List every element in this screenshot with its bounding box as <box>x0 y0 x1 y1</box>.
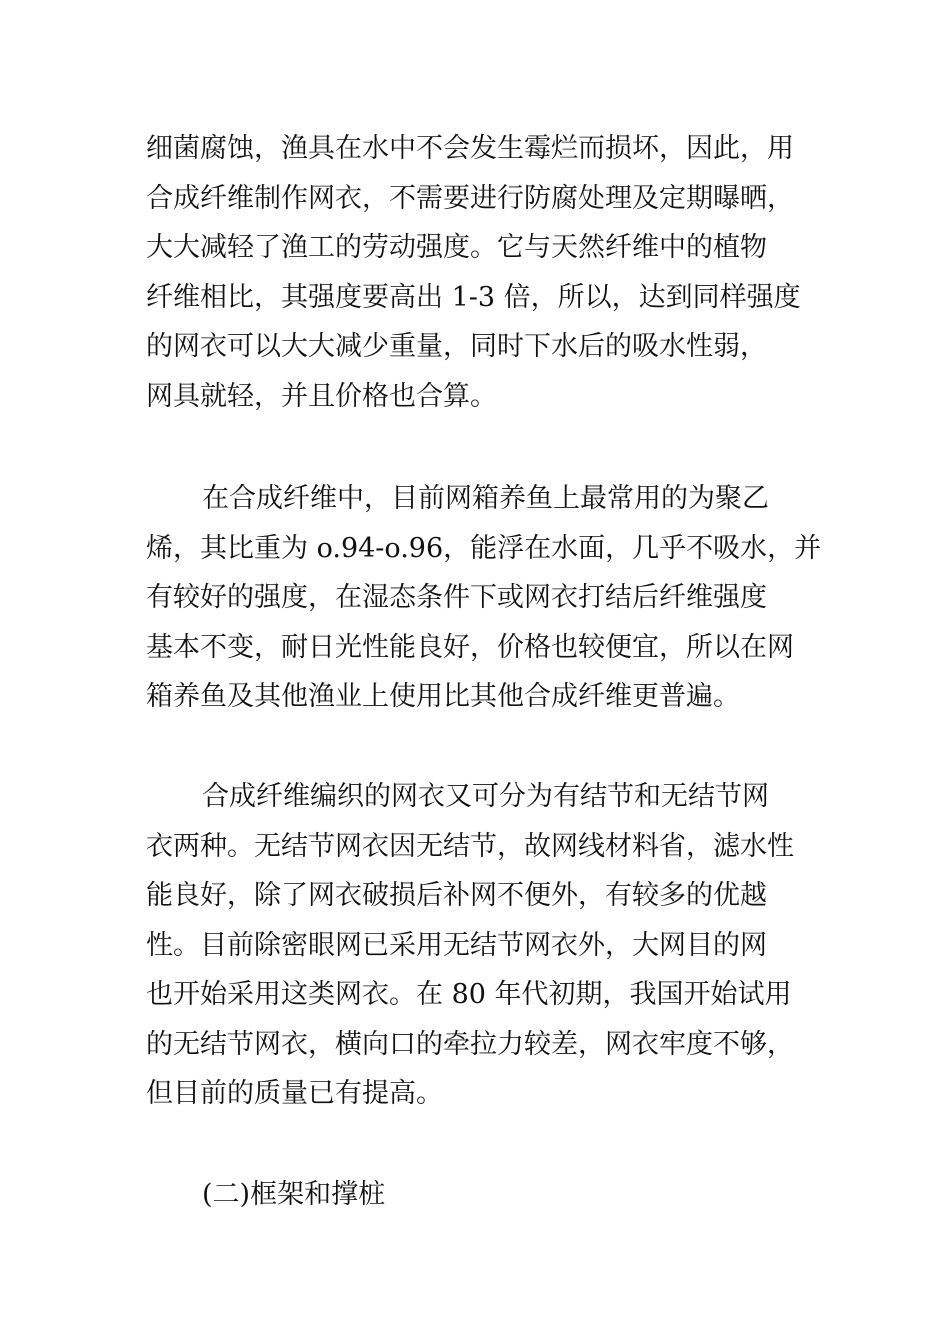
paragraph-1 <box>146 124 816 421</box>
section-heading <box>146 1170 816 1220</box>
paragraph-3 <box>146 772 816 1119</box>
paragraph-line: 能良好，除了网衣破损后补网不便外，有较多的优越 <box>146 880 767 911</box>
paragraph-line: 也开始采用这类网衣。在 80 年代初期，我国开始试用 <box>146 979 792 1010</box>
paragraph-line: 纤维相比，其强度要高出 1-3 倍，所以，达到同样强度 <box>146 281 801 313</box>
paragraph-line: 基本不变，耐日光性能良好，价格也较便宜，所以在网 <box>146 631 794 663</box>
paragraph-line: 网具就轻，并且价格也合算。 <box>146 380 497 412</box>
paragraph-2 <box>146 474 822 722</box>
paragraph-line: 合成纤维编织的网衣又可分为有结节和无结节网 <box>202 781 769 812</box>
paragraph-line: 细菌腐蚀，渔具在水中不会发生霉烂而损坏，因此，用 <box>146 133 794 164</box>
paragraph-line: 箱养鱼及其他渔业上使用比其他合成纤维更普遍。 <box>146 681 740 712</box>
paragraph-line: 的无结节网衣，横向口的牵拉力较差，网衣牢度不够， <box>146 1028 794 1060</box>
paragraph-line: 的网衣可以大大减少重量，同时下水后的吸水性弱， <box>146 331 767 362</box>
paragraph-line: 大大减轻了渔工的劳动强度。它与天然纤维中的植物 <box>146 232 767 263</box>
paragraph-line: 性。目前除密眼网已采用无结节网衣外，大网目的网 <box>146 929 767 961</box>
paragraph-line: 有较好的强度，在湿态条件下或网衣打结后纤维强度 <box>146 582 767 613</box>
paragraph-line: 合成纤维制作网衣，不需要进行防腐处理及定期曝晒， <box>146 182 794 214</box>
paragraph-line: 在合成纤维中，目前网箱养鱼上最常用的为聚乙 <box>202 483 769 514</box>
paragraph-line: 衣两种。无结节网衣因无结节，故网线材料省，滤水性 <box>146 830 794 862</box>
paragraph-line: 烯，其比重为 o.94-o.96，能浮在水面，几乎不吸水，并 <box>146 532 822 564</box>
paragraph-line: 但目前的质量已有提高。 <box>146 1078 443 1109</box>
section-heading-text: (二)框架和撑桩 <box>202 1179 386 1210</box>
